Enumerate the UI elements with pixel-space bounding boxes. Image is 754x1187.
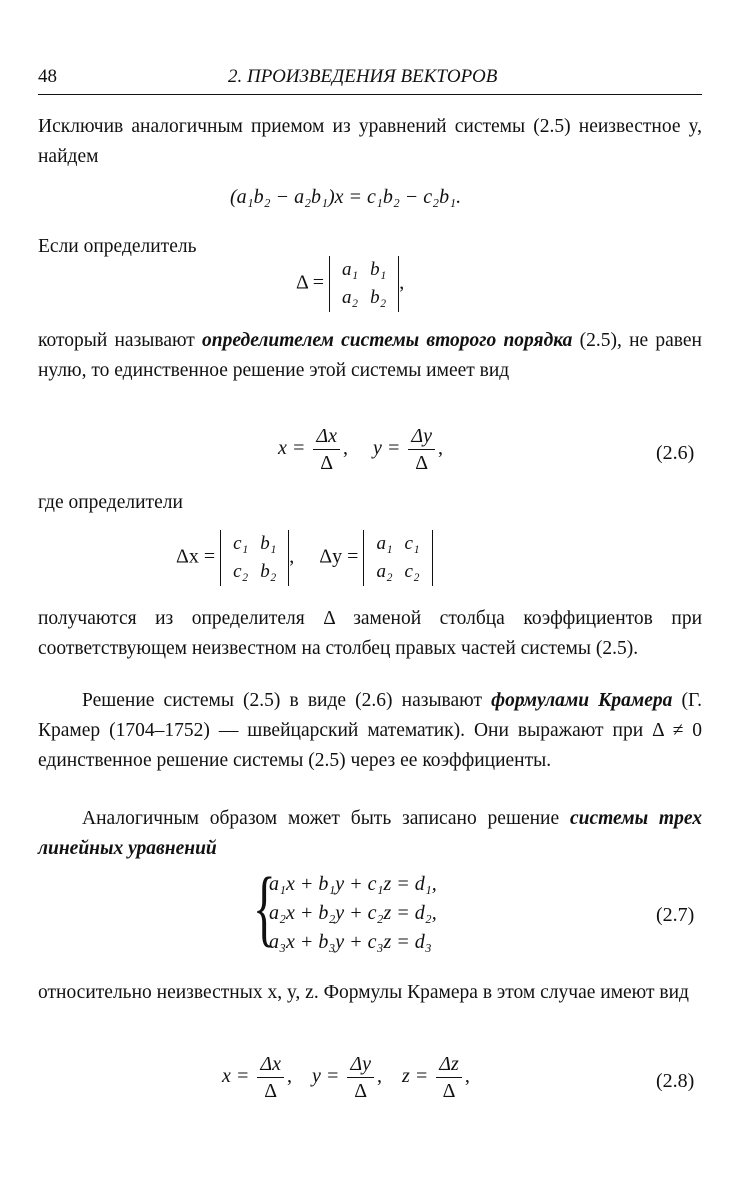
equation-2-8: x = $\frac{\Delta x}{\Delta}$ , y = $\frac{\Delta y}{\Delta}$ , z = $\frac{\Delta z}{\Delta}$ , xyxy=(222,1053,470,1102)
determinant-x: c₁ b₁ c₂ b₂ xyxy=(220,530,289,586)
equation-number: (2.6) xyxy=(656,442,695,464)
determinant-matrix xyxy=(329,256,399,312)
paragraph-three-equations: Аналогичным образом может быть записано решение системы трех линейных уравнений xyxy=(38,808,702,859)
equation-eliminated: (a₁b₂ − a₂b₁)x = c₁b₂ − c₂b₁. xyxy=(230,186,462,208)
det-cell: b₂ xyxy=(370,287,387,308)
paragraph-unknowns: относительно неизвестных x, y, z. Формулы Крамера в этом случае имеют вид xyxy=(38,982,689,1003)
fraction: $\frac{\Delta y}{\Delta}$ xyxy=(408,424,435,475)
equation-number: (2.8) xyxy=(656,1070,695,1092)
determinant-lhs: Δ = xyxy=(296,271,325,294)
fraction: $\frac{\Delta x}{\Delta}$ xyxy=(313,424,340,475)
term-second-order-determinant: определителем системы второго порядка xyxy=(202,330,573,351)
det-cell: a₂ xyxy=(342,287,359,308)
fraction: $\frac{\Delta y}{\Delta}$ xyxy=(347,1052,374,1103)
paragraph-second-order: который называют определителем системы второго порядка (2.5), не равен нулю, то единственное решение этой системы имеет вид xyxy=(38,330,702,381)
equation-number: (2.7) xyxy=(656,904,695,926)
page-header xyxy=(38,66,702,95)
paragraph-intro: Исключив аналогичным приемом из уравнений системы (2.5) неизвестное y, найдем xyxy=(38,116,702,167)
det-cell: b₁ xyxy=(370,259,387,280)
fraction: $\frac{\Delta z}{\Delta}$ xyxy=(436,1052,462,1103)
term-three-linear-equations: системы трех линейных уравнений xyxy=(38,808,702,859)
term-cramer-formulas: формулами Крамера xyxy=(491,690,673,711)
chapter-title: 2. ПРОИЗВЕДЕНИЯ ВЕКТОРОВ xyxy=(228,66,498,87)
determinant-y: a₁ c₁ a₂ c₂ xyxy=(363,530,432,586)
system-row: a₂x + b₂y + c₂z = d₂, xyxy=(269,902,437,924)
paragraph-cramer: Решение системы (2.5) в виде (2.6) называют формулами Крамера (Г. Крамер (1704–1752) — швейцарский математик). Они выражают при Δ ≠ 0 единственное решение системы (2.5) через ее коэффициенты. xyxy=(38,690,702,771)
system-row: a₃x + b₃y + c₃z = d₃ xyxy=(269,931,432,953)
page-number: 48 xyxy=(38,66,57,87)
determinants-xy: Δx = c₁ b₁ c₂ b₂ , Δy = a₁ c₁ a₂ c₂ xyxy=(176,530,433,586)
brace-icon: { xyxy=(253,859,276,955)
paragraph-if-determinant: Если определитель xyxy=(38,236,197,257)
determinant-main: Δ = a₁ b₁ a₂ b₂ , xyxy=(296,256,404,312)
equation-2-6: x = $\frac{\Delta x}{\Delta}$ , y = $\frac{\Delta y}{\Delta}$ , xyxy=(278,425,443,474)
det-cell: a₁ xyxy=(342,259,359,280)
paragraph-where-determinants: где определители xyxy=(38,492,183,513)
system-row: a₁x + b₁y + c₁z = d₁, xyxy=(269,873,437,895)
paragraph-obtained: получаются из определителя Δ заменой столбца коэффициентов при соответствующем неизвестном на столбец правых частей системы (2.5). xyxy=(38,608,702,659)
fraction: $\frac{\Delta x}{\Delta}$ xyxy=(257,1052,284,1103)
